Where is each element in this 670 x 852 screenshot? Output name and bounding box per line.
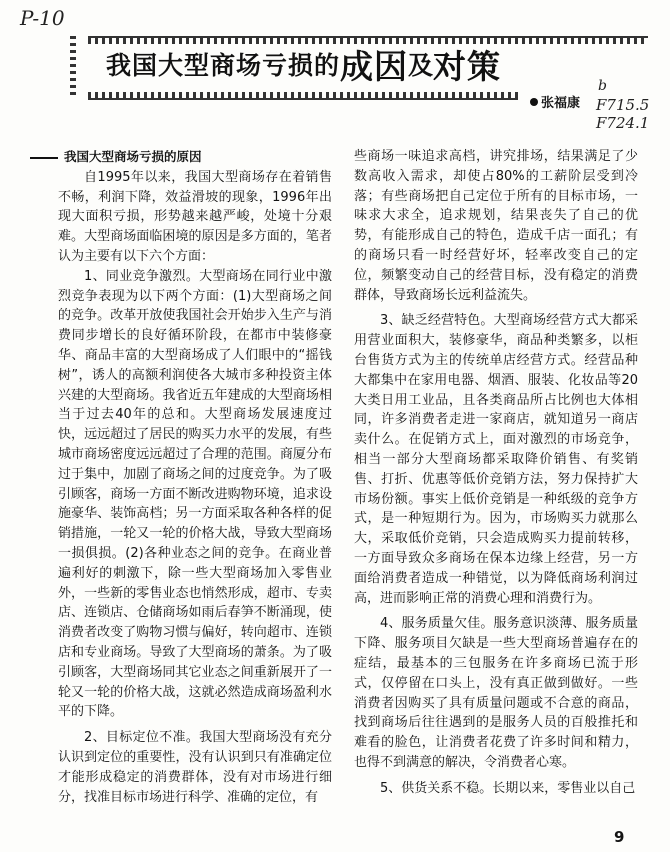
author-name: 张福康 xyxy=(541,96,581,111)
paragraph: 5、供货关系不稳。长期以来，零售业以自己 xyxy=(380,780,636,796)
paragraph: 2、目标定位不准。我国大型商场没有充分认识到定位的重要性，没有认识到只有准确定位才能形成稳定的消费群体，没有对市场进行细分，找准目标市场进行科学、准确的定位，有 xyxy=(58,730,332,805)
title-decorative-border-left xyxy=(70,36,76,98)
paragraph: 1、同业竞争激烈。大型商场在同行业中激烈竞争表现为以下两个方面：(1)大型商场之间的竞争。改革开放使我国社会开始步入生产与消费同步增长的良好循环阶段，在都市中装修豪华、商品丰富的大型商场成了人们眼中的“摇钱树”，诱人的高额利润使各大城市多种投资主体兴建的大型商场。我省近五年建成的大型商场相当于过去40年的总和。大型商场发展速度过快，远远超过了居民的购买力水平的发展，有些城市商场密度远远超过了合理的范围。商厦分布过于集中，加剧了商场之间的过度竞争。为了吸引顾客，商场一方面不断改进购物环境，追求设施豪华、装饰高档；另一方面采取各种各样的促销措施，一轮又一轮的价格大战，导致大型商场一损俱损。(2)各种业态之间的竞争。在商业普遍利好的刺激下，除一些大型商场加入零售业外，一些新的零售业态也悄然形成，超市、专卖店、连锁店、仓储商场如雨后春笋不断涌现，使消费者改变了购物习惯与偏好，转向超市、连锁店和专业商场。导致了大型商场的萧条。为了吸引顾客，大型商场同其它业态之间重新展开了一轮又一轮的价格大战，这就必然造成商场盈利水平的下降。 xyxy=(58,268,332,720)
handwritten-tick-mark: b xyxy=(598,78,607,94)
handwritten-code-line-1: F715.5 xyxy=(596,96,650,114)
paragraph: 3、缺乏经营特色。大型商场经营方式大都采用营业面积大，装修豪华，商品种类繁多，以柜台售货方式为主的传统单店经营方式。经营品种大都集中在家用电器、烟酒、服装、化妆品等20大类日用工业品，且各类商品所占比例也大体相同，许多消费者走进一家商店，就知道另一商店卖什么。在促销方式上，面对激烈的市场竞争，相当一部分大型商场都采取降价销售、有奖销售、打折、优惠等低价竞销方法，努力保持扩大市场份额。事实上低价竞销是一种纸级的竞争方式，是一种短期行为。因为，市场购买力就那么大，采取低价竞销，只会造成购买力提前转移，一方面导致众多商场在保本边缘上经营，另一方面给消费者造成一种错觉，以为降低商场利润过高，进而影响正常的消费心理和消费行为。 xyxy=(354,313,638,606)
article-column-left xyxy=(58,147,332,807)
title-part-4: 对策 xyxy=(433,46,502,86)
handwritten-page-mark: P-10 xyxy=(20,6,65,30)
section-heading xyxy=(58,147,332,167)
title-part-3: 及 xyxy=(408,51,434,80)
title-decorative-border-bottom xyxy=(88,92,518,100)
author-byline xyxy=(530,92,580,111)
page-number: 9 xyxy=(614,828,625,846)
paragraph: 4、服务质量欠佳。服务意识淡薄、服务质量下降、服务项目欠缺是一些大型商场普遍存在的症结，最基本的三包服务在许多商场已流于形式，仅停留在口头上，没有真正做到做好。一些消费者因购买了具有质量问题或不合意的商品，找到商场后往往遇到的是服务人员的百般推托和难看的脸色，让消费者花费了许多时间和精力，也得不到满意的解决，令消费者心寒。 xyxy=(354,616,638,770)
article-title xyxy=(106,40,626,88)
handwritten-code-line-2: F724.1 xyxy=(596,114,650,132)
paragraph: 自1995年以来，我国大型商场存在着销售不畅，利润下降，效益滑坡的现象，1996年出现大面积亏损，形势越来越严峻，处境十分艰难。大型商场面临困境的原因是多方面的，笔者认为主要有以下六个方面： xyxy=(58,169,332,264)
handwritten-classification-code xyxy=(596,96,668,132)
article-column-right xyxy=(354,147,638,799)
title-part-1: 我国大型商场亏损的 xyxy=(106,51,341,80)
heading-rule xyxy=(30,157,58,159)
section-heading-text: 我国大型商场亏损的原因 xyxy=(64,149,202,164)
paragraph-continued: 些商场一味追求高档，讲究排场，结果满足了少数高收入需求，却使占80%的工薪阶层受到冷落；有些商场把自己定位于所有的目标市场，一味求大求全，追求规划，结果丧失了自己的优势，有能形成自己的特色，造成千店一面孔；有的商场只看一时经营好坏，轻率改变自己的定位，频繁变动自己的经营目标，没有稳定的消费群体，导致商场长远利益流失。 xyxy=(354,149,638,303)
title-part-2: 成因 xyxy=(340,46,409,86)
bullet-icon xyxy=(530,98,538,106)
